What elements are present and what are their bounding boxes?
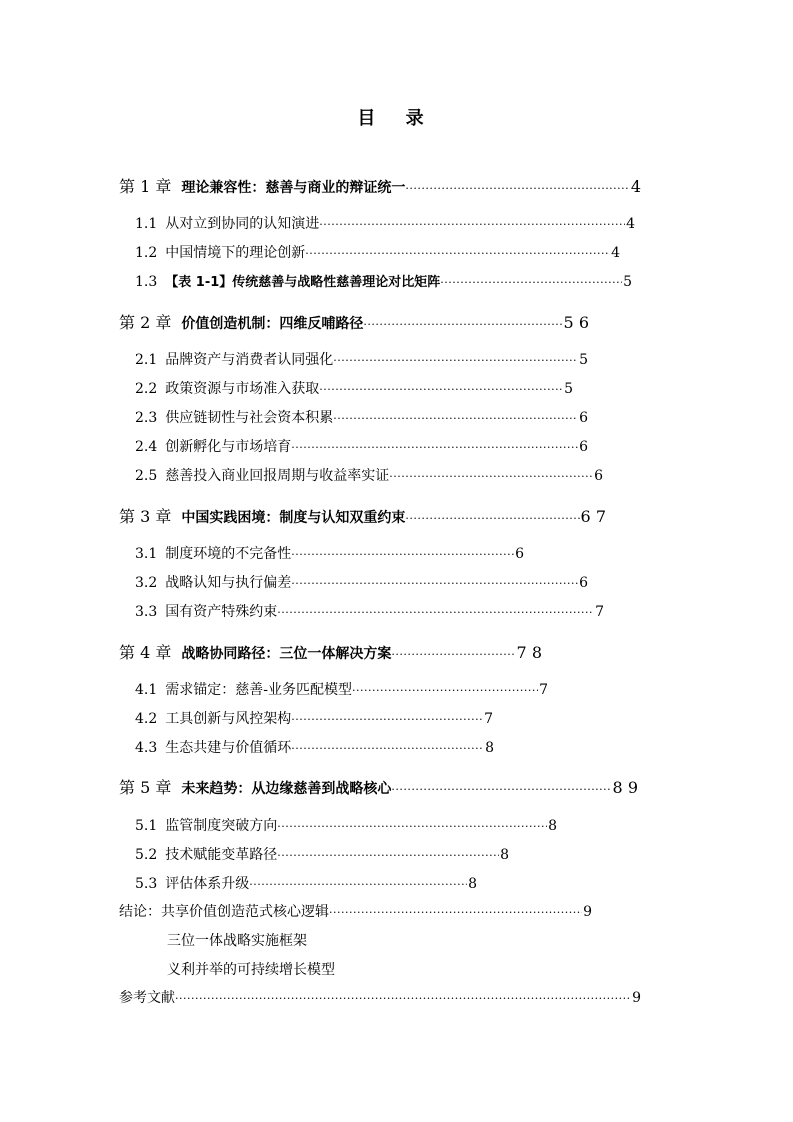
- section-title: 技术赋能变革路径: [165, 847, 278, 863]
- section-number: 2.5: [135, 468, 158, 484]
- section-number: 5.1: [135, 818, 158, 834]
- section-number: 4.1: [135, 682, 158, 698]
- toc-section-5-3[interactable]: [135, 873, 477, 893]
- dot-leader: [389, 470, 593, 483]
- section-number: 4.3: [135, 740, 158, 756]
- toc-chapter-4[interactable]: [119, 640, 542, 663]
- section-number: 2.4: [135, 439, 158, 455]
- chapter-number: 第 1 章: [119, 177, 172, 196]
- section-title: 创新孵化与市场培育: [165, 439, 292, 455]
- toc-section-5-1[interactable]: [135, 815, 557, 835]
- section-number: 2.3: [135, 410, 158, 426]
- page-number: 5 6: [563, 313, 589, 332]
- section-number: 5.3: [135, 876, 158, 892]
- page-number: 6: [594, 468, 603, 484]
- toc-section-3-1[interactable]: [135, 543, 524, 563]
- page-number: 7: [595, 604, 604, 620]
- page-number: 6: [579, 439, 588, 455]
- dot-leader: [249, 878, 467, 891]
- section-title: 需求锚定：慈善-业务匹配模型: [165, 682, 352, 698]
- page-number: 7: [539, 682, 548, 698]
- page-number: 4: [611, 245, 620, 261]
- dot-leader: [363, 318, 562, 331]
- dot-leader: [391, 783, 611, 796]
- section-number: 2.1: [135, 352, 158, 368]
- dot-leader: [291, 577, 578, 590]
- chapter-title: 价值创造机制：四维反哺路径: [181, 316, 364, 332]
- dot-leader: [291, 742, 484, 755]
- references-title: 参考文献: [119, 990, 175, 1006]
- section-number: 1.2: [135, 245, 158, 261]
- section-number: 1.3: [135, 274, 158, 290]
- page-number: 8: [468, 876, 477, 892]
- dot-leader: [291, 441, 578, 454]
- section-number: 5.2: [135, 847, 158, 863]
- page-number: 4: [630, 177, 641, 196]
- dot-leader: [391, 648, 515, 661]
- dot-leader: [277, 849, 499, 862]
- page-number: 9: [583, 904, 592, 920]
- toc-chapter-3[interactable]: [119, 504, 606, 527]
- dot-leader: [329, 906, 582, 919]
- page-number: 8 9: [612, 778, 638, 797]
- dot-leader: [440, 276, 622, 289]
- section-number: 3.2: [135, 575, 158, 591]
- page-number: 8: [548, 818, 557, 834]
- page-number: 8: [500, 847, 509, 863]
- toc-section-1-2[interactable]: [135, 242, 620, 262]
- dot-leader: [305, 247, 610, 260]
- dot-leader: [277, 606, 594, 619]
- toc-section-2-5[interactable]: [135, 465, 603, 485]
- section-title: 制度环境的不完备性: [165, 546, 292, 562]
- conclusion-subitem: 三位一体战略实施框架: [167, 933, 307, 949]
- section-title: 【表 1-1】传统慈善与战略性慈善理论对比矩阵: [165, 275, 441, 290]
- section-title: 生态共建与价值循环: [165, 740, 292, 756]
- dot-leader: [319, 383, 563, 396]
- chapter-number: 第 2 章: [119, 313, 172, 332]
- chapter-title: 未来趋势：从边缘慈善到战略核心: [181, 781, 392, 797]
- toc-section-4-2[interactable]: [135, 708, 493, 728]
- toc-section-1-1[interactable]: [135, 213, 635, 233]
- chapter-number: 第 5 章: [119, 778, 172, 797]
- section-number: 3.1: [135, 546, 158, 562]
- toc-section-2-1[interactable]: [135, 349, 588, 369]
- dot-leader: [333, 354, 578, 367]
- conclusion-title: 结论：共享价值创造范式核心逻辑: [119, 904, 329, 920]
- section-title: 评估体系升级: [165, 876, 250, 892]
- toc-section-1-3[interactable]: [135, 271, 632, 290]
- page-number: 6: [515, 546, 524, 562]
- section-title: 国有资产特殊约束: [165, 604, 278, 620]
- toc-section-5-2[interactable]: [135, 844, 509, 864]
- toc-section-2-3[interactable]: [135, 407, 588, 427]
- section-number: 4.2: [135, 711, 158, 727]
- dot-leader: [319, 218, 625, 231]
- toc-title: 目 录: [357, 108, 436, 129]
- page-number: 4: [626, 216, 635, 232]
- chapter-title: 中国实践困境：制度与认知双重约束: [181, 510, 406, 526]
- section-title: 战略认知与执行偏差: [165, 575, 292, 591]
- toc-section-4-1[interactable]: [135, 679, 548, 699]
- dot-leader: [333, 412, 578, 425]
- section-number: 2.2: [135, 381, 158, 397]
- toc-section-4-3[interactable]: [135, 737, 494, 757]
- chapter-title: 理论兼容性：慈善与商业的辩证统一: [181, 180, 406, 196]
- page-number: 8: [485, 740, 494, 756]
- toc-chapter-2[interactable]: [119, 310, 589, 333]
- toc-section-2-2[interactable]: [135, 378, 573, 398]
- page-number: 7 8: [516, 643, 542, 662]
- section-title: 供应链韧性与社会资本积累: [165, 410, 334, 426]
- chapter-number: 第 4 章: [119, 643, 172, 662]
- toc-chapter-1[interactable]: [119, 174, 641, 197]
- section-title: 中国情境下的理论创新: [165, 245, 306, 261]
- toc-section-3-2[interactable]: [135, 572, 588, 592]
- page-number: 6 7: [580, 507, 606, 526]
- dot-leader: [175, 992, 631, 1005]
- toc-section-2-4[interactable]: [135, 436, 588, 456]
- dot-leader: [277, 820, 547, 833]
- dot-leader: [352, 684, 538, 697]
- toc-chapter-5[interactable]: [119, 775, 638, 798]
- toc-conclusion[interactable]: [119, 901, 592, 921]
- conclusion-subitem: 义利并举的可持续增长模型: [167, 962, 335, 978]
- chapter-title: 战略协同路径：三位一体解决方案: [181, 646, 392, 662]
- section-title: 工具创新与风控架构: [165, 711, 292, 727]
- section-title: 政策资源与市场准入获取: [165, 381, 320, 397]
- page-number: 7: [484, 711, 493, 727]
- section-title: 从对立到协同的认知演进: [165, 216, 320, 232]
- toc-references[interactable]: [119, 987, 641, 1007]
- section-title: 品牌资产与消费者认同强化: [165, 352, 334, 368]
- page-number: 6: [579, 410, 588, 426]
- section-number: 3.3: [135, 604, 158, 620]
- toc-section-3-3[interactable]: [135, 601, 604, 621]
- page-number: 5: [579, 352, 588, 368]
- dot-leader: [291, 713, 483, 726]
- page-number: 5: [623, 274, 632, 290]
- section-title: 监管制度突破方向: [165, 818, 278, 834]
- dot-leader: [405, 512, 579, 525]
- page-number: 5: [564, 381, 573, 397]
- page-number: 6: [579, 575, 588, 591]
- dot-leader: [291, 548, 514, 561]
- section-number: 1.1: [135, 216, 158, 232]
- page-number: 9: [632, 990, 641, 1006]
- section-title: 慈善投入商业回报周期与收益率实证: [165, 468, 390, 484]
- dot-leader: [405, 182, 629, 195]
- chapter-number: 第 3 章: [119, 507, 172, 526]
